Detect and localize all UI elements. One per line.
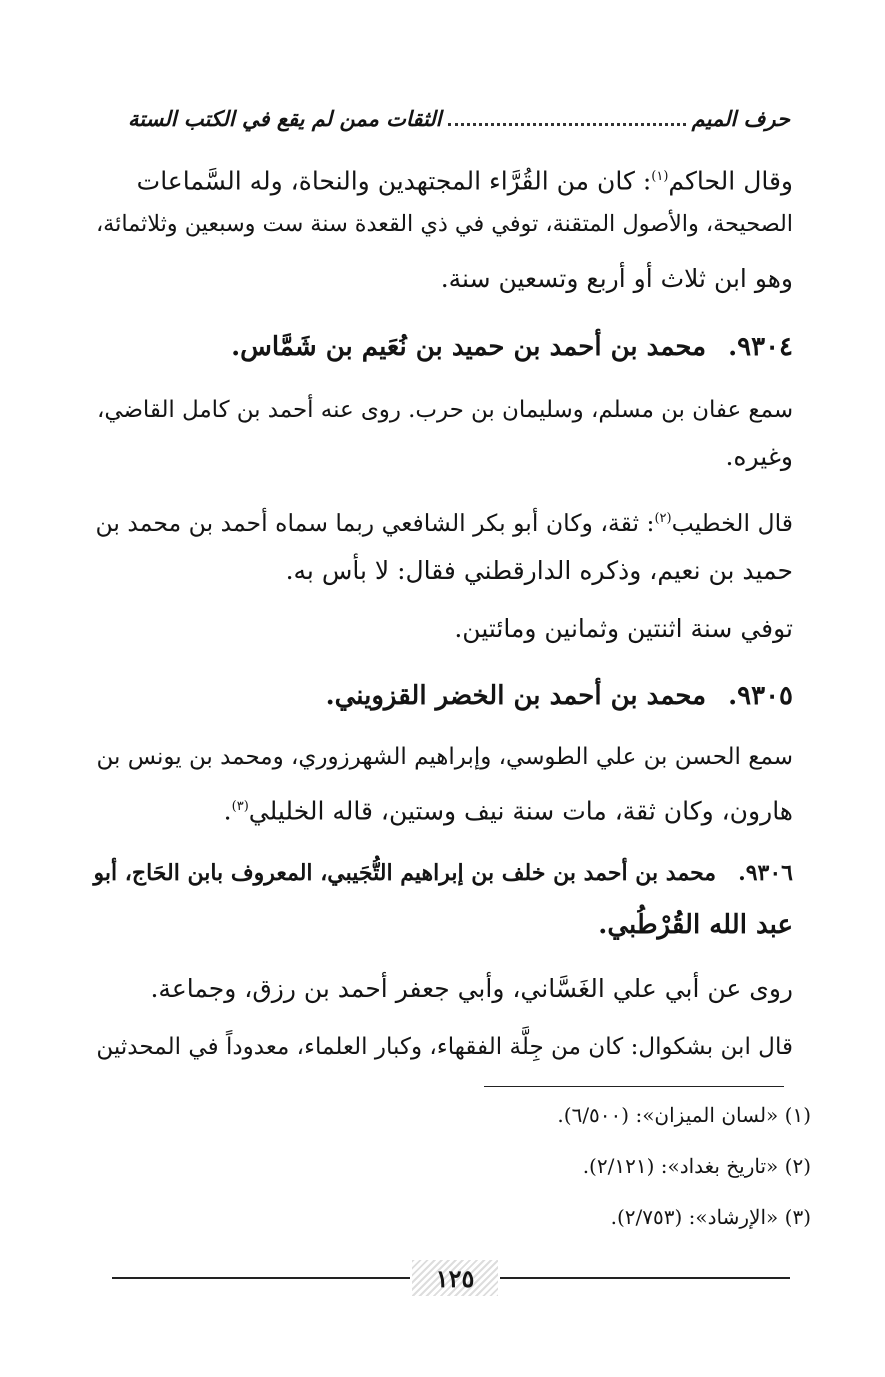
header-dots [448, 111, 686, 126]
footnote: (٢) «تاريخ بغداد»: (٢/١٢١). [582, 1154, 811, 1178]
entry-heading-cont: عبد الله القُرْطُبي. [598, 910, 793, 940]
header-book-title: الثقات ممن لم يقع في الكتب الستة [128, 105, 442, 131]
text-line: روى عن أبي علي الغَسَّاني، وأبي جعفر أحمد بن رزق، وجماعة. [150, 974, 793, 1003]
entry-name: محمد بن أحمد بن حميد بن نُعَيم بن شَمَّاس. [231, 332, 707, 362]
footnote: (٣) «الإرشاد»: (٢/٧٥٣). [610, 1205, 811, 1229]
page-number: ١٢٥ [412, 1260, 498, 1296]
text-span: وقال الحاكم [668, 166, 793, 196]
entry-name: محمد بن أحمد بن الخضر القزويني. [325, 681, 707, 711]
entry-number: ٩٣٠٦. [738, 860, 793, 886]
header-chapter: حرف الميم [691, 105, 790, 131]
entry-heading [231, 330, 793, 364]
footnote-separator [484, 1086, 784, 1087]
entry-name: محمد بن أحمد بن خلف بن إبراهيم التُّجَيبي، المعروف بابن الحَاج، أبو [93, 860, 717, 886]
text-span: : كان من القُرَّاء المجتهدين والنحاة، وله السَّماعات [136, 166, 652, 196]
footer-rule [112, 1277, 410, 1279]
text-line: توفي سنة اثنتين وثمانين ومائتين. [454, 614, 793, 643]
text-line: سمع الحسن بن علي الطوسي، وإبراهيم الشهرزوري، ومحمد بن يونس بن [96, 744, 793, 770]
text-span: : ثقة، وكان أبو بكر الشافعي ربما سماه أحمد بن محمد بن [95, 508, 655, 537]
text-line [95, 502, 793, 540]
entry-number: ٩٣٠٤. [728, 332, 793, 362]
footnote: (١) «لسان الميزان»: (٦/٥٠٠). [557, 1103, 811, 1127]
entry-heading [326, 679, 793, 713]
text-line: وهو ابن ثلاث أو أربع وتسعين سنة. [440, 264, 793, 293]
text-line: الصحيحة، والأصول المتقنة، توفي في ذي القعدة سنة ست وسبعين وثلاثمائة، [95, 211, 793, 237]
text-line: سمع عفان بن مسلم، وسليمان بن حرب. روى عنه أحمد بن كامل القاضي، [97, 397, 793, 423]
footnote-ref: (١) [651, 169, 669, 184]
text-span: هارون، وكان ثقة، مات سنة نيف وستين، قاله الخليلي [248, 796, 793, 826]
text-line: قال ابن بشكوال: كان من جِلَّة الفقهاء، وكبار العلماء، معدوداً في المحدثين [96, 1034, 793, 1060]
text-line: حميد بن نعيم، وذكره الدارقطني فقال: لا بأس به. [285, 556, 793, 585]
footnote-ref: (٢) [654, 511, 672, 526]
entry-heading [94, 856, 793, 890]
text-span: قال الخطيب [671, 508, 793, 537]
footer-rule [500, 1277, 790, 1279]
text-line [137, 160, 793, 198]
text-line [224, 790, 793, 828]
text-line: وغيره. [725, 442, 793, 471]
entry-number: ٩٣٠٥. [728, 681, 793, 711]
running-header [128, 98, 790, 138]
text-span: . [223, 796, 232, 826]
footnote-ref: (٣) [231, 799, 249, 814]
